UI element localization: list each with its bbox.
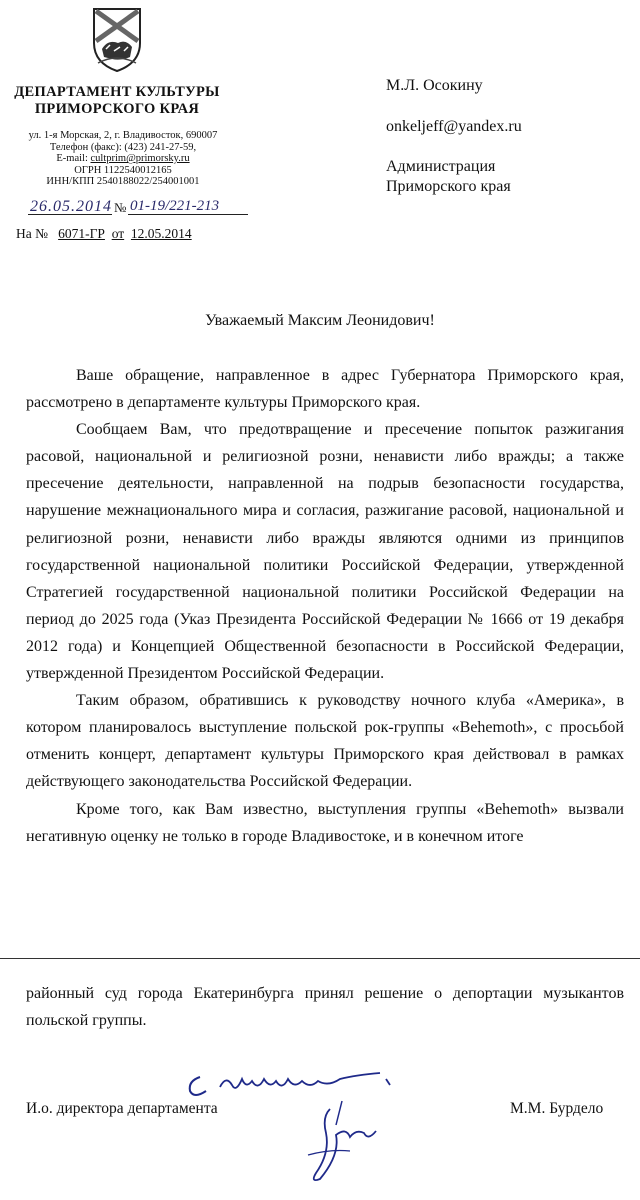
reference-line bbox=[16, 226, 192, 242]
department-contacts bbox=[18, 130, 228, 188]
recipient-name: М.Л. Осокину bbox=[386, 77, 483, 94]
recipient-email: onkeljeff@yandex.ru bbox=[386, 118, 522, 135]
department-email-line bbox=[18, 153, 228, 165]
outgoing-number: 01-19/221-213 bbox=[130, 198, 220, 214]
handwritten-signature-icon bbox=[180, 1055, 410, 1195]
number-sign: № bbox=[114, 200, 127, 215]
department-name-line1: ДЕПАРТАМЕНТ КУЛЬТУРЫ bbox=[14, 84, 220, 100]
department-inn: ИНН/КПП 2540188022/254001001 bbox=[46, 176, 200, 188]
department-email: cultprim@primorsky.ru bbox=[90, 153, 190, 165]
letter-continuation bbox=[26, 980, 624, 1034]
outgoing-date-line bbox=[28, 214, 112, 215]
recipient-org: Администрация Приморского края bbox=[386, 158, 511, 195]
letter-body bbox=[26, 362, 624, 850]
outgoing-date: 26.05.2014 bbox=[30, 198, 112, 215]
reference-number: 6071-ГР bbox=[58, 226, 105, 241]
department-ogrn: ОГРН 1122540012165 bbox=[74, 164, 172, 176]
department-name-line2: ПРИМОРСКОГО КРАЯ bbox=[34, 101, 200, 117]
reference-prefix: На № bbox=[16, 226, 48, 241]
body-paragraph-3: Таким образом, обратившись к руководству ночного клуба «Америка», в котором планировалось выступление польской рок-группы «Behemoth», с просьбой отменить концерт, департамент культуры Приморского края действовал в рамках действующего законодательства Российской Федерации. bbox=[26, 692, 624, 791]
body-paragraph-4: Кроме того, как Вам известно, выступления группы «Behemoth» вызвали негативную оценку не только в городе Владивостоке, и в конечном итоге bbox=[26, 800, 624, 845]
department-phone: Телефон (факс): (423) 241-27-59, bbox=[49, 141, 197, 153]
reference-from: от bbox=[111, 226, 125, 241]
body-paragraph-2: Сообщаем Вам, что предотвращение и пресечение попыток разжигания расовой, национальной и религиозной розни, ненависти либо вражды; а также пресечение деятельности, направленной на подрыв безопасности государства, нарушение межнационального мира и согласия, разжигание расовой, национальной и религиозной розни, ненависти либо вражды являются одними из принципов государственной национальной политики Российской Федерации, утвержденной Стратегией государственной национальной политики Российской Федерации на период до 2025 года (Указ Президента Российской Федерации № 1666 от 19 декабря 2012 года) и Концепцией Общественной безопасности в Российской Федерации, утвержденной Президентом Российской Федерации. bbox=[26, 421, 624, 683]
email-label: E-mail: bbox=[56, 153, 91, 165]
signatory-title: И.о. директора департамента bbox=[26, 1100, 218, 1117]
reference-date: 12.05.2014 bbox=[130, 226, 192, 241]
continuation-paragraph: районный суд города Екатеринбурга принял решение о депортации музыкантов польской группы. bbox=[26, 985, 624, 1030]
department-name bbox=[12, 84, 222, 118]
department-address: ул. 1-я Морская, 2, г. Владивосток, 690007 bbox=[28, 130, 218, 141]
coat-of-arms-icon bbox=[90, 5, 144, 73]
greeting: Уважаемый Максим Леонидович! bbox=[205, 312, 435, 329]
signatory-name: М.М. Бурдело bbox=[510, 1100, 604, 1117]
outgoing-number-line bbox=[128, 214, 248, 215]
page-break-divider bbox=[0, 958, 640, 959]
body-paragraph-1: Ваше обращение, направленное в адрес Губернатора Приморского края, рассмотрено в департаменте культуры Приморского края. bbox=[26, 367, 624, 412]
